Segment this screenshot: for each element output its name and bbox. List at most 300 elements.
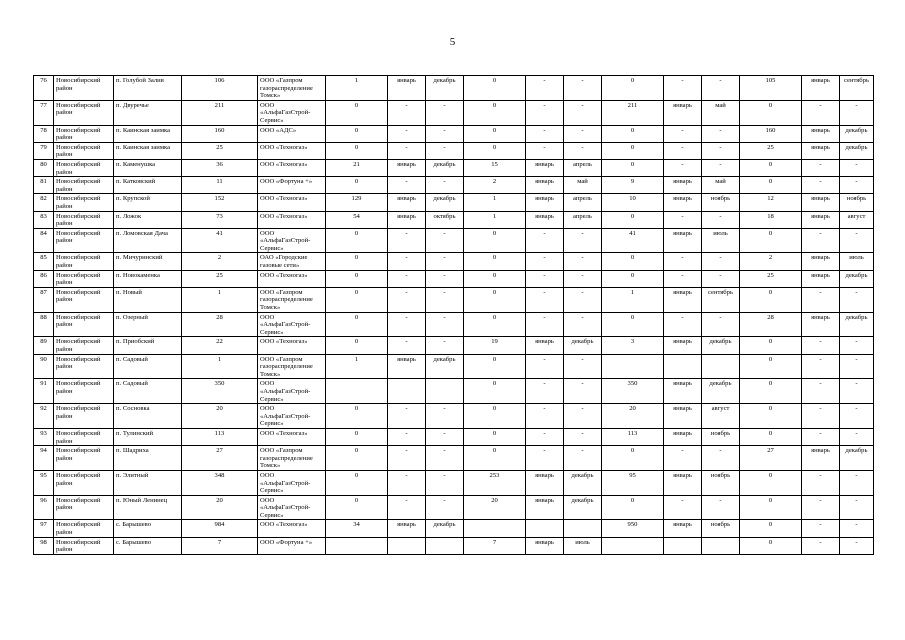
- table-cell: -: [564, 379, 602, 404]
- table-cell: -: [388, 470, 426, 495]
- table-cell: ноябрь: [840, 194, 874, 211]
- table-cell: январь: [664, 228, 702, 253]
- table-cell: -: [564, 228, 602, 253]
- table-cell: январь: [664, 337, 702, 354]
- table-cell: август: [840, 211, 874, 228]
- table-cell: -: [388, 495, 426, 520]
- table-cell: ноябрь: [702, 428, 740, 445]
- table-cell: -: [426, 228, 464, 253]
- table-cell: -: [802, 337, 840, 354]
- table-cell: 1: [602, 287, 664, 312]
- table-cell: январь: [388, 520, 426, 537]
- table-cell: -: [426, 446, 464, 471]
- table-cell: -: [388, 270, 426, 287]
- table-row: [34, 428, 874, 445]
- table-cell: 3: [602, 337, 664, 354]
- table-cell: январь: [802, 142, 840, 159]
- table-cell: 0: [602, 125, 664, 142]
- table-cell: п. Юный Ленинец: [114, 495, 182, 520]
- table-cell: -: [802, 520, 840, 537]
- table-cell: Новосибирский район: [54, 159, 114, 176]
- table-cell: ООО «АльфаГазСтрой-Сервис»: [258, 379, 326, 404]
- table-cell: 27: [740, 446, 802, 471]
- table-cell: п. Приобский: [114, 337, 182, 354]
- table-cell: -: [426, 404, 464, 429]
- table-row: [34, 228, 874, 253]
- table-cell: ООО «АльфаГазСтрой-Сервис»: [258, 100, 326, 125]
- table-row: [34, 354, 874, 379]
- table-cell: январь: [388, 354, 426, 379]
- table-cell: 20: [602, 404, 664, 429]
- table-cell: 0: [464, 228, 526, 253]
- table-row: [34, 404, 874, 429]
- table-cell: -: [526, 287, 564, 312]
- table-cell: январь: [664, 379, 702, 404]
- table-cell: 211: [602, 100, 664, 125]
- table-cell: -: [702, 76, 740, 101]
- table-row: [34, 194, 874, 211]
- table-cell: 0: [326, 337, 388, 354]
- table-cell: -: [802, 428, 840, 445]
- table-cell: 0: [740, 404, 802, 429]
- table-cell: 10: [602, 194, 664, 211]
- table-cell: 25: [182, 142, 258, 159]
- table-row: [34, 495, 874, 520]
- table-cell: 0: [740, 337, 802, 354]
- table-cell: 0: [602, 142, 664, 159]
- table-cell: -: [564, 100, 602, 125]
- table-cell: 91: [34, 379, 54, 404]
- table-cell: -: [426, 287, 464, 312]
- table-cell: 0: [326, 470, 388, 495]
- table-cell: январь: [664, 404, 702, 429]
- table-cell: декабрь: [840, 125, 874, 142]
- table-cell: -: [664, 142, 702, 159]
- table-cell: 0: [464, 446, 526, 471]
- table-cell: -: [840, 354, 874, 379]
- table-cell: 0: [602, 76, 664, 101]
- table-cell: 106: [182, 76, 258, 101]
- table-cell: -: [664, 211, 702, 228]
- table-cell: 160: [182, 125, 258, 142]
- table-cell: -: [526, 446, 564, 471]
- table-cell: 20: [182, 404, 258, 429]
- table-cell: -: [564, 354, 602, 379]
- table-cell: -: [526, 228, 564, 253]
- table-cell: 98: [34, 537, 54, 554]
- table-cell: -: [526, 354, 564, 379]
- table-cell: ООО «Газпром газораспределение Томск»: [258, 76, 326, 101]
- table-cell: -: [388, 337, 426, 354]
- table-cell: -: [702, 495, 740, 520]
- table-cell: -: [702, 211, 740, 228]
- table-cell: декабрь: [564, 337, 602, 354]
- table-cell: -: [802, 470, 840, 495]
- table-cell: 0: [602, 446, 664, 471]
- table-cell: -: [526, 312, 564, 337]
- table-cell: Новосибирский район: [54, 287, 114, 312]
- table-cell: Новосибирский район: [54, 177, 114, 194]
- table-cell: январь: [526, 495, 564, 520]
- table-cell: 15: [464, 159, 526, 176]
- table-cell: 34: [326, 520, 388, 537]
- table-cell: январь: [802, 446, 840, 471]
- table-cell: [702, 537, 740, 554]
- table-cell: декабрь: [426, 76, 464, 101]
- table-cell: п. Новый: [114, 287, 182, 312]
- table-cell: 348: [182, 470, 258, 495]
- table-cell: -: [664, 495, 702, 520]
- table-cell: -: [388, 177, 426, 194]
- table-cell: 95: [602, 470, 664, 495]
- table-cell: п. Сосновка: [114, 404, 182, 429]
- table-cell: 105: [740, 76, 802, 101]
- table-cell: 2: [740, 253, 802, 270]
- table-cell: п. Новокаменка: [114, 270, 182, 287]
- table-cell: -: [388, 428, 426, 445]
- table-cell: декабрь: [426, 520, 464, 537]
- table-cell: 0: [326, 287, 388, 312]
- table-cell: -: [388, 125, 426, 142]
- table-cell: [464, 520, 526, 537]
- table-cell: январь: [664, 177, 702, 194]
- table-cell: 0: [326, 253, 388, 270]
- table-cell: 7: [182, 537, 258, 554]
- table-cell: июль: [702, 228, 740, 253]
- table-cell: 0: [326, 495, 388, 520]
- table-cell: -: [388, 100, 426, 125]
- table-cell: 113: [182, 428, 258, 445]
- table-cell: 0: [326, 142, 388, 159]
- table-cell: январь: [802, 194, 840, 211]
- table-cell: 1: [182, 354, 258, 379]
- table-cell: -: [702, 159, 740, 176]
- table-cell: -: [840, 177, 874, 194]
- table-cell: [664, 354, 702, 379]
- table-cell: -: [426, 428, 464, 445]
- table-cell: 0: [464, 312, 526, 337]
- table-cell: Новосибирский район: [54, 470, 114, 495]
- table-cell: Новосибирский район: [54, 520, 114, 537]
- table-cell: с. Барышево: [114, 537, 182, 554]
- table-cell: ООО «АльфаГазСтрой-Сервис»: [258, 228, 326, 253]
- table-cell: 85: [34, 253, 54, 270]
- table-cell: ООО «Фортуна +»: [258, 177, 326, 194]
- table-cell: 2: [182, 253, 258, 270]
- table-cell: -: [388, 446, 426, 471]
- table-cell: январь: [388, 194, 426, 211]
- table-cell: [664, 537, 702, 554]
- table-cell: 1: [464, 194, 526, 211]
- table-cell: -: [426, 270, 464, 287]
- table-cell: 25: [182, 270, 258, 287]
- table-cell: 28: [740, 312, 802, 337]
- table-cell: октябрь: [426, 211, 464, 228]
- table-cell: 89: [34, 337, 54, 354]
- table-cell: Новосибирский район: [54, 228, 114, 253]
- table-cell: Новосибирский район: [54, 404, 114, 429]
- table-cell: -: [426, 177, 464, 194]
- table-cell: 54: [326, 211, 388, 228]
- table-cell: 0: [602, 211, 664, 228]
- table-cell: -: [426, 142, 464, 159]
- table-cell: -: [426, 495, 464, 520]
- table-cell: 83: [34, 211, 54, 228]
- table-cell: -: [840, 228, 874, 253]
- table-cell: -: [664, 159, 702, 176]
- table-cell: январь: [526, 211, 564, 228]
- table-row: [34, 177, 874, 194]
- table-cell: 80: [34, 159, 54, 176]
- table-cell: -: [664, 312, 702, 337]
- table-cell: декабрь: [426, 194, 464, 211]
- table-cell: -: [840, 337, 874, 354]
- table-cell: -: [840, 495, 874, 520]
- table-cell: 950: [602, 520, 664, 537]
- table-cell: 211: [182, 100, 258, 125]
- table-cell: -: [840, 470, 874, 495]
- table-cell: 79: [34, 142, 54, 159]
- table-cell: ООО «АльфаГазСтрой-Сервис»: [258, 404, 326, 429]
- table-cell: 27: [182, 446, 258, 471]
- table-cell: Новосибирский район: [54, 428, 114, 445]
- table-cell: -: [840, 520, 874, 537]
- table-cell: Новосибирский район: [54, 211, 114, 228]
- table-row: [34, 312, 874, 337]
- table-cell: 7: [464, 537, 526, 554]
- table-cell: 0: [740, 100, 802, 125]
- table-cell: п. Двуречье: [114, 100, 182, 125]
- table-cell: декабрь: [564, 470, 602, 495]
- table-cell: 25: [740, 270, 802, 287]
- table-cell: Новосибирский район: [54, 194, 114, 211]
- table-cell: январь: [388, 211, 426, 228]
- table-cell: -: [526, 76, 564, 101]
- table-cell: -: [526, 404, 564, 429]
- table-cell: -: [702, 270, 740, 287]
- table-cell: 94: [34, 446, 54, 471]
- table-cell: Новосибирский район: [54, 495, 114, 520]
- table-cell: с. Барышево: [114, 520, 182, 537]
- table-cell: январь: [802, 76, 840, 101]
- table-cell: 0: [740, 520, 802, 537]
- table-cell: -: [840, 428, 874, 445]
- table-cell: апрель: [564, 194, 602, 211]
- table-cell: -: [526, 142, 564, 159]
- table-cell: 0: [464, 428, 526, 445]
- table-cell: Новосибирский район: [54, 76, 114, 101]
- table-cell: ООО «Техногаз»: [258, 270, 326, 287]
- table-cell: 0: [602, 159, 664, 176]
- table-cell: -: [526, 100, 564, 125]
- table-cell: май: [702, 177, 740, 194]
- table-cell: -: [564, 125, 602, 142]
- table-cell: п. Каменушка: [114, 159, 182, 176]
- table-cell: -: [426, 337, 464, 354]
- table-cell: Новосибирский район: [54, 270, 114, 287]
- table-cell: январь: [802, 270, 840, 287]
- table-cell: -: [564, 404, 602, 429]
- table-cell: [326, 537, 388, 554]
- table-cell: 0: [602, 270, 664, 287]
- table-cell: -: [802, 379, 840, 404]
- table-cell: ООО «Техногаз»: [258, 159, 326, 176]
- table-cell: -: [802, 537, 840, 554]
- table-cell: 129: [326, 194, 388, 211]
- table-cell: -: [702, 125, 740, 142]
- table-cell: 77: [34, 100, 54, 125]
- table-cell: Новосибирский район: [54, 142, 114, 159]
- table-cell: 0: [464, 125, 526, 142]
- table-cell: январь: [664, 428, 702, 445]
- table-row: [34, 379, 874, 404]
- table-cell: [602, 354, 664, 379]
- table-cell: 0: [464, 142, 526, 159]
- table-cell: -: [840, 287, 874, 312]
- table-cell: -: [526, 379, 564, 404]
- table-cell: январь: [526, 177, 564, 194]
- table-cell: сентябрь: [702, 287, 740, 312]
- table-cell: -: [664, 270, 702, 287]
- table-cell: -: [526, 125, 564, 142]
- table-cell: -: [426, 100, 464, 125]
- table-cell: -: [664, 125, 702, 142]
- table-cell: 1: [182, 287, 258, 312]
- table-cell: ноябрь: [702, 520, 740, 537]
- table-cell: -: [526, 270, 564, 287]
- table-cell: 0: [740, 470, 802, 495]
- table-cell: 0: [464, 379, 526, 404]
- table-cell: 22: [182, 337, 258, 354]
- table-cell: январь: [802, 312, 840, 337]
- table-cell: -: [388, 228, 426, 253]
- table-cell: январь: [664, 470, 702, 495]
- table-cell: январь: [802, 211, 840, 228]
- table-cell: ОАО «Городские газовые сети»: [258, 253, 326, 270]
- table-cell: январь: [664, 194, 702, 211]
- table-cell: -: [564, 287, 602, 312]
- table-cell: январь: [664, 520, 702, 537]
- table-cell: -: [526, 253, 564, 270]
- table-cell: декабрь: [840, 142, 874, 159]
- table-cell: -: [388, 253, 426, 270]
- table-cell: 0: [740, 428, 802, 445]
- table-cell: Новосибирский район: [54, 337, 114, 354]
- table-cell: январь: [664, 100, 702, 125]
- table-cell: 0: [740, 287, 802, 312]
- table-cell: -: [702, 446, 740, 471]
- table-row: [34, 100, 874, 125]
- table-cell: ООО «Газпром газораспределение Томск»: [258, 287, 326, 312]
- table-cell: 0: [464, 253, 526, 270]
- table-cell: 0: [326, 228, 388, 253]
- table-cell: 0: [602, 312, 664, 337]
- table-cell: июль: [840, 253, 874, 270]
- table-cell: январь: [802, 125, 840, 142]
- table-cell: декабрь: [840, 312, 874, 337]
- table-cell: Новосибирский район: [54, 312, 114, 337]
- table-cell: 253: [464, 470, 526, 495]
- table-cell: январь: [526, 159, 564, 176]
- table-cell: 84: [34, 228, 54, 253]
- table-cell: 86: [34, 270, 54, 287]
- table-cell: 20: [464, 495, 526, 520]
- table-cell: ООО «Техногаз»: [258, 428, 326, 445]
- table-cell: ООО «АДС»: [258, 125, 326, 142]
- table-cell: п. Ломовская Дача: [114, 228, 182, 253]
- table-cell: 350: [182, 379, 258, 404]
- table-cell: -: [802, 100, 840, 125]
- table-cell: -: [564, 142, 602, 159]
- table-cell: 0: [464, 287, 526, 312]
- table-row: [34, 470, 874, 495]
- table-cell: -: [664, 446, 702, 471]
- table-cell: п. Садовый: [114, 379, 182, 404]
- table-cell: 0: [602, 495, 664, 520]
- table-cell: декабрь: [702, 337, 740, 354]
- gasification-table: [33, 75, 874, 555]
- table-cell: 78: [34, 125, 54, 142]
- table-cell: 41: [602, 228, 664, 253]
- table-cell: 0: [326, 270, 388, 287]
- table-cell: [326, 379, 388, 404]
- table-cell: 0: [326, 100, 388, 125]
- table-cell: [526, 520, 564, 537]
- table-cell: ноябрь: [702, 470, 740, 495]
- table-cell: январь: [526, 194, 564, 211]
- table-cell: -: [802, 177, 840, 194]
- table-row: [34, 253, 874, 270]
- table-cell: 160: [740, 125, 802, 142]
- table-cell: 82: [34, 194, 54, 211]
- table-cell: п. Тулинский: [114, 428, 182, 445]
- table-cell: п. Каинская заимка: [114, 142, 182, 159]
- table-cell: п. Голубой Залив: [114, 76, 182, 101]
- table-cell: декабрь: [840, 446, 874, 471]
- table-cell: 81: [34, 177, 54, 194]
- table-cell: 0: [464, 404, 526, 429]
- table-row: [34, 125, 874, 142]
- table-cell: -: [702, 312, 740, 337]
- table-cell: 28: [182, 312, 258, 337]
- table-cell: январь: [802, 253, 840, 270]
- table-row: [34, 76, 874, 101]
- table-cell: 0: [740, 495, 802, 520]
- table-cell: Новосибирский район: [54, 537, 114, 554]
- table-cell: п. Ложок: [114, 211, 182, 228]
- table-cell: п. Крупской: [114, 194, 182, 211]
- table-cell: [564, 520, 602, 537]
- table-cell: -: [564, 253, 602, 270]
- table-cell: Новосибирский район: [54, 379, 114, 404]
- table-cell: -: [426, 253, 464, 270]
- table-cell: -: [802, 228, 840, 253]
- table-cell: 0: [464, 354, 526, 379]
- table-cell: 96: [34, 495, 54, 520]
- table-row: [34, 270, 874, 287]
- table-cell: май: [564, 177, 602, 194]
- table-cell: ООО «АльфаГазСтрой-Сервис»: [258, 312, 326, 337]
- table-cell: 152: [182, 194, 258, 211]
- table-cell: п. Озерный: [114, 312, 182, 337]
- table-cell: январь: [388, 159, 426, 176]
- table-row: [34, 337, 874, 354]
- table-cell: -: [802, 404, 840, 429]
- table-cell: -: [564, 76, 602, 101]
- table-cell: 25: [740, 142, 802, 159]
- table-cell: сентябрь: [840, 76, 874, 101]
- table-cell: [388, 379, 426, 404]
